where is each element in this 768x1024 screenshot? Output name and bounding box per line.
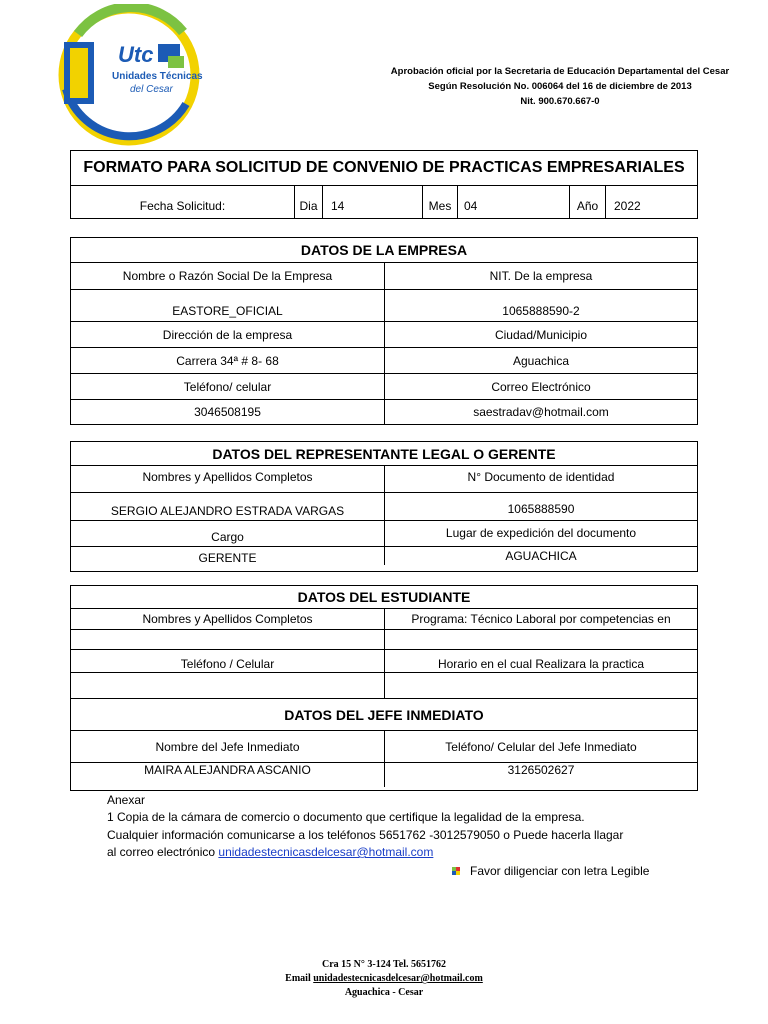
jefe-title: DATOS DEL JEFE INMEDIATO: [284, 706, 484, 723]
dia-label: Dia: [294, 186, 322, 218]
footer-address: Cra 15 N° 3-124 Tel. 5651762: [322, 959, 446, 970]
rep-cargo-value[interactable]: GERENTE: [198, 551, 257, 565]
empresa-nit-value[interactable]: 1065888590-2: [384, 290, 697, 321]
empresa-correo-value[interactable]: saestradav@hotmail.com: [384, 400, 697, 424]
nit-line: Nit. 900.670.667-0: [520, 96, 600, 107]
favor-text: Favor diligenciar con letra Legible: [470, 864, 650, 878]
empresa-nit-label: NIT. De la empresa: [384, 263, 697, 289]
mes-label: Mes: [422, 186, 457, 218]
rep-documento-value[interactable]: 1065888590: [384, 493, 697, 520]
estudiante-title: DATOS DEL ESTUDIANTE: [297, 589, 471, 605]
rep-lugar-value[interactable]: AGUACHICA: [384, 547, 697, 565]
email-note-prefix: al correo electrónico: [107, 845, 219, 859]
form-title: FORMATO PARA SOLICITUD DE CONVENIO DE PRACTICAS EMPRESARIALES: [83, 159, 685, 176]
jefe-telefono-value[interactable]: 3126502627: [384, 763, 697, 787]
anexar-label: Anexar: [107, 793, 146, 807]
est-telefono-value[interactable]: [71, 673, 384, 698]
rep-documento-label: N° Documento de identidad: [384, 466, 697, 492]
favor-note: [452, 864, 649, 878]
empresa-ciudad-value[interactable]: Aguachica: [384, 348, 697, 373]
rep-nombres-value[interactable]: SERGIO ALEJANDRO ESTRADA VARGAS: [110, 503, 345, 518]
fecha-label: Fecha Solicitud:: [139, 199, 226, 213]
est-programa-value[interactable]: [384, 630, 697, 649]
email-note: [107, 845, 433, 859]
empresa-ciudad-label: Ciudad/Municipio: [384, 322, 697, 347]
logo-text: Utc: [118, 42, 154, 67]
rep-nombres-label: Nombres y Apellidos Completos: [142, 470, 313, 484]
rep-cargo-label: Cargo: [211, 529, 244, 544]
footer-email-prefix: Email: [285, 973, 314, 984]
estudiante-table: [70, 585, 698, 791]
mes-value[interactable]: 04: [457, 186, 569, 218]
empresa-correo-label: Correo Electrónico: [384, 374, 697, 399]
bullet-icon: [452, 867, 460, 875]
empresa-table: [70, 237, 698, 425]
logo-subtitle: Unidades Técnicas: [112, 71, 203, 82]
empresa-title: DATOS DE LA EMPRESA: [300, 242, 468, 258]
resolution-line: Según Resolución No. 006064 del 16 de diciembre de 2013: [428, 81, 692, 92]
est-programa-label: Programa: Técnico Laboral por competencias en: [384, 609, 697, 629]
representante-title: DATOS DEL REPRESENTANTE LEGAL O GERENTE: [212, 445, 556, 462]
anexar-item-1: 1 Copia de la cámara de comercio o documento que certifique la legalidad de la empresa.: [107, 810, 585, 824]
est-nombres-value[interactable]: [71, 630, 384, 649]
representante-table: [70, 441, 698, 572]
empresa-telefono-value[interactable]: 3046508195: [194, 405, 261, 419]
contact-note: Cualquier información comunicarse a los teléfonos 5651762 -3012579050 o Puede hacerla llagar: [107, 828, 624, 842]
ano-value[interactable]: 2022: [605, 186, 697, 218]
logo-subtitle-2: del Cesar: [130, 84, 173, 95]
jefe-nombre-label: Nombre del Jefe Inmediato: [155, 739, 300, 754]
est-telefono-label: Teléfono / Celular: [180, 657, 275, 671]
est-horario-value[interactable]: [384, 673, 697, 698]
est-horario-label: Horario en el cual Realizara la practica: [384, 650, 697, 672]
footer-city: Aguachica - Cesar: [344, 987, 424, 998]
empresa-nombre-value[interactable]: EASTORE_OFICIAL: [172, 303, 283, 318]
jefe-telefono-label: Teléfono/ Celular del Jefe Inmediato: [384, 731, 697, 762]
empresa-telefono-label: Teléfono/ celular: [183, 379, 272, 394]
rep-lugar-label: Lugar de expedición del documento: [384, 521, 697, 546]
footer-email-link[interactable]: unidadestecnicasdelcesar@hotmail.com: [313, 973, 483, 984]
est-nombres-label: Nombres y Apellidos Completos: [142, 612, 313, 626]
empresa-direccion-value[interactable]: Carrera 34ª # 8- 68: [176, 353, 279, 368]
ano-label: Año: [569, 186, 605, 218]
footer-email: [0, 973, 768, 984]
approval-line: Aprobación oficial por la Secretaria de Educación Departamental del Cesar: [390, 66, 730, 77]
jefe-nombre-value[interactable]: MAIRA ALEJANDRA ASCANIO: [144, 763, 311, 777]
form-title-table: [70, 150, 698, 219]
empresa-nombre-label: Nombre o Razón Social De la Empresa: [122, 269, 333, 283]
dia-value[interactable]: 14: [322, 186, 422, 218]
email-link[interactable]: unidadestecnicasdelcesar@hotmail.com: [218, 845, 434, 859]
empresa-direccion-label: Dirección de la empresa: [162, 327, 293, 342]
